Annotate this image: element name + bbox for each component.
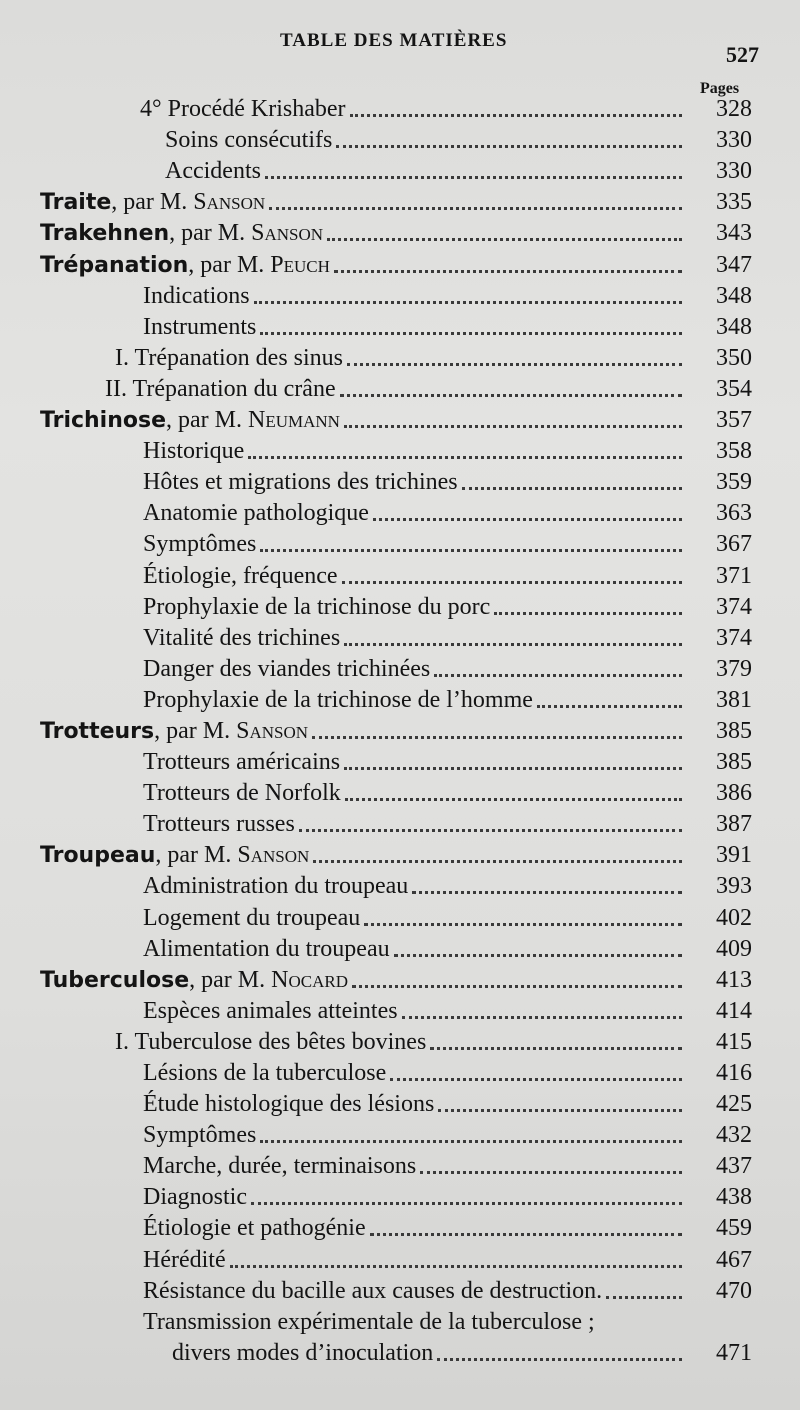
- toc-entry: [0, 1023, 800, 1054]
- toc-entry-text: [0, 595, 800, 619]
- toc-entry-text: [0, 968, 800, 992]
- toc-entry: [0, 930, 800, 961]
- entry-author: Nocard: [271, 966, 348, 993]
- entry-term: Tuberculose: [40, 967, 190, 993]
- entry-author: Sanson: [237, 842, 310, 869]
- toc-subentry-title: Diagnostic: [143, 1184, 247, 1211]
- toc-entry-text: [0, 1341, 800, 1365]
- toc-entry-text: [0, 221, 800, 245]
- toc-page-number: 343: [716, 220, 752, 247]
- entry-author: Sanson: [236, 717, 309, 744]
- toc-subentry-title: Transmission expérimentale de la tuberculose ;: [143, 1308, 595, 1335]
- toc-entry-text: [0, 1248, 800, 1272]
- toc-entry-text: [0, 937, 800, 961]
- dot-leader: [251, 1202, 682, 1205]
- dot-leader: [336, 145, 682, 148]
- entry-by: , par M.: [111, 189, 194, 216]
- entry-author: Neumann: [248, 407, 340, 434]
- toc-page-number: 381: [716, 686, 752, 713]
- dot-leader: [265, 176, 682, 179]
- toc-entry-text: [0, 1061, 800, 1085]
- toc-main-entry-title: [40, 719, 308, 743]
- toc-subentry-title: divers modes d’inoculation: [172, 1339, 434, 1366]
- toc-subentry-title: Étiologie, fréquence: [143, 562, 338, 589]
- toc-main-entry-title: [40, 190, 265, 214]
- toc-subentry-title: Accidents: [165, 158, 261, 185]
- entry-author: Sanson: [251, 220, 324, 247]
- toc-entry: [0, 1178, 800, 1209]
- toc-entry: [0, 1054, 800, 1085]
- toc-entry-text: [0, 1310, 800, 1334]
- toc-page-number: 402: [716, 904, 752, 931]
- toc-page-number: 438: [716, 1184, 752, 1211]
- toc-page-number: 413: [716, 966, 752, 993]
- dot-leader: [462, 487, 682, 490]
- toc-subentry-title: Anatomie pathologique: [143, 500, 369, 527]
- entry-term: Trotteurs: [40, 718, 155, 744]
- toc-entry: [0, 525, 800, 556]
- running-title: TABLE DES MATIÈRES: [280, 30, 508, 51]
- toc-entry-text: [0, 999, 800, 1023]
- toc-entry: [0, 432, 800, 463]
- toc-entry-text: [0, 1092, 800, 1116]
- toc-entry: [0, 1240, 800, 1271]
- toc-entry-text: [0, 626, 800, 650]
- toc-subentry-title: Prophylaxie de la trichinose de l’homme: [143, 686, 533, 713]
- dot-leader: [313, 860, 682, 863]
- toc-subentry-title: Vitalité des trichines: [143, 624, 341, 651]
- dot-leader: [370, 1233, 682, 1236]
- toc-page-number: 391: [716, 842, 752, 869]
- dot-leader: [437, 1358, 682, 1361]
- dot-leader: [248, 456, 682, 459]
- toc-main-entry-title: [40, 968, 348, 992]
- dot-leader: [350, 114, 682, 117]
- toc-subentry-title: Trotteurs américains: [143, 749, 341, 776]
- dot-leader: [402, 1016, 682, 1019]
- dot-leader: [390, 1078, 682, 1081]
- dot-leader: [537, 705, 682, 708]
- toc-entry-text: [0, 750, 800, 774]
- toc-subentry-title: Hôtes et migrations des trichines: [143, 469, 458, 496]
- toc-page-number: 367: [716, 531, 752, 558]
- toc-page-number: 335: [716, 189, 752, 216]
- toc-entry-text: [0, 1030, 800, 1054]
- toc-subentry-title: Étude histologique des lésions: [143, 1091, 435, 1118]
- dot-leader: [312, 736, 682, 739]
- dot-leader: [345, 798, 682, 801]
- entry-by: , par M.: [169, 220, 252, 247]
- toc-subentry-title: Trotteurs russes: [143, 811, 295, 838]
- entry-by: , par M.: [154, 717, 237, 744]
- dot-leader: [344, 425, 682, 428]
- toc-entry: [0, 650, 800, 681]
- toc-page-number: 374: [716, 624, 752, 651]
- toc-entry-text: [0, 284, 800, 308]
- toc-page-number: 387: [716, 811, 752, 838]
- folio-page-number: 527: [726, 42, 759, 67]
- toc-subentry-title: Prophylaxie de la trichinose du porc: [143, 593, 491, 620]
- toc-entry: [0, 1147, 800, 1178]
- dot-leader: [412, 891, 682, 894]
- dot-leader: [327, 238, 682, 241]
- toc-entry-text: [0, 501, 800, 525]
- toc-subentry-title: Symptômes: [143, 531, 257, 558]
- toc-entry: [0, 245, 800, 276]
- toc-page-number: 471: [716, 1339, 752, 1366]
- toc-entry: [0, 712, 800, 743]
- toc-page-number: 467: [716, 1246, 752, 1273]
- toc-subentry-title: I. Tuberculose des bêtes bovines: [115, 1028, 427, 1055]
- toc-page-number: 385: [716, 749, 752, 776]
- toc-entry: [0, 463, 800, 494]
- toc-page-number: 371: [716, 562, 752, 589]
- toc-entry-text: [0, 812, 800, 836]
- toc-entry-text: [0, 1185, 800, 1209]
- toc-page-number: 414: [716, 997, 752, 1024]
- toc-subentry-title: 4° Procédé Krishaber: [140, 96, 346, 123]
- toc-subentry-title: I. Trépanation des sinus: [115, 344, 343, 371]
- toc-page-number: 363: [716, 500, 752, 527]
- toc-subentry-title: Administration du troupeau: [143, 873, 409, 900]
- dot-leader: [438, 1109, 682, 1112]
- dot-leader: [373, 518, 682, 521]
- toc-page-number: 374: [716, 593, 752, 620]
- dot-leader: [254, 301, 682, 304]
- toc-page-number: 393: [716, 873, 752, 900]
- toc-page-number: 437: [716, 1153, 752, 1180]
- dot-leader: [342, 581, 682, 584]
- table-of-contents: [0, 90, 800, 1365]
- toc-entry: [0, 370, 800, 401]
- toc-entry-text: [0, 1154, 800, 1178]
- toc-main-entry-title: [40, 253, 330, 277]
- toc-entry-text: [0, 657, 800, 681]
- toc-entry: [0, 588, 800, 619]
- toc-page-number: 350: [716, 344, 752, 371]
- toc-entry: [0, 1334, 800, 1365]
- toc-entry-text: [0, 564, 800, 588]
- entry-term: Trichinose: [40, 408, 167, 434]
- toc-page-number: 357: [716, 407, 752, 434]
- toc-entry-text: [0, 1123, 800, 1147]
- toc-page-number: 470: [716, 1277, 752, 1304]
- toc-entry-text: [0, 781, 800, 805]
- entry-term: Trépanation: [40, 252, 189, 278]
- toc-entry: [0, 1303, 800, 1334]
- toc-entry-text: [0, 1216, 800, 1240]
- toc-entry-text: [0, 159, 800, 183]
- toc-entry-text: [0, 1279, 800, 1303]
- entry-author: Peuch: [270, 251, 330, 278]
- toc-page-number: 348: [716, 282, 752, 309]
- dot-leader: [344, 767, 682, 770]
- toc-entry: [0, 992, 800, 1023]
- toc-entry: [0, 556, 800, 587]
- toc-subentry-title: Espèces animales atteintes: [143, 997, 398, 1024]
- toc-entry: [0, 121, 800, 152]
- toc-entry-text: [0, 906, 800, 930]
- toc-page-number: 379: [716, 655, 752, 682]
- entry-by: , par M.: [188, 251, 271, 278]
- toc-subentry-title: Soins consécutifs: [165, 127, 333, 154]
- dot-leader: [260, 332, 682, 335]
- toc-entry-text: [0, 408, 800, 432]
- toc-entry-text: [0, 532, 800, 556]
- toc-entry: [0, 619, 800, 650]
- toc-entry: [0, 1272, 800, 1303]
- toc-page-number: 359: [716, 469, 752, 496]
- toc-page-number: 385: [716, 717, 752, 744]
- toc-entry: [0, 494, 800, 525]
- toc-page-number: 432: [716, 1122, 752, 1149]
- toc-subentry-title: Lésions de la tuberculose: [143, 1060, 387, 1086]
- toc-subentry-title: Hérédité: [143, 1246, 226, 1273]
- toc-subentry-title: Alimentation du troupeau: [143, 935, 390, 962]
- toc-page-number: 358: [716, 438, 752, 465]
- entry-term: Troupeau: [40, 843, 156, 869]
- toc-main-entry-title: [40, 408, 340, 432]
- toc-subentry-title: II. Trépanation du crâne: [105, 375, 336, 402]
- toc-subentry-title: Logement du troupeau: [143, 904, 361, 931]
- dot-leader: [334, 270, 682, 273]
- toc-page-number: 386: [716, 780, 752, 807]
- toc-entry-text: [0, 97, 800, 121]
- dot-leader: [347, 363, 682, 366]
- dot-leader: [394, 954, 682, 957]
- toc-entry: [0, 183, 800, 214]
- toc-page-number: 330: [716, 158, 752, 185]
- toc-subentry-title: Danger des viandes trichinées: [143, 655, 431, 682]
- dot-leader: [344, 643, 682, 646]
- toc-main-entry-title: [40, 221, 323, 245]
- toc-entry: [0, 867, 800, 898]
- entry-term: Traite: [40, 190, 112, 216]
- toc-entry: [0, 1116, 800, 1147]
- toc-entry: [0, 90, 800, 121]
- toc-subentry-title: Résistance du bacille aux causes de destruction.: [143, 1277, 603, 1304]
- toc-entry-text: [0, 843, 800, 867]
- toc-entry: [0, 961, 800, 992]
- dot-leader: [230, 1265, 682, 1268]
- toc-entry-text: [0, 190, 800, 214]
- toc-subentry-title: Historique: [143, 438, 245, 465]
- entry-by: , par M.: [166, 407, 249, 434]
- toc-entry: [0, 1209, 800, 1240]
- toc-entry-text: [0, 377, 800, 401]
- toc-entry-text: [0, 688, 800, 712]
- toc-subentry-title: Étiologie et pathogénie: [143, 1215, 366, 1242]
- dot-leader: [434, 674, 682, 677]
- toc-subentry-title: Symptômes: [143, 1122, 257, 1149]
- toc-entry-text: [0, 874, 800, 898]
- toc-page-number: 330: [716, 127, 752, 154]
- toc-entry: [0, 774, 800, 805]
- toc-subentry-title: Marche, durée, terminaisons: [143, 1153, 417, 1180]
- toc-entry: [0, 836, 800, 867]
- toc-entry-text: [0, 470, 800, 494]
- toc-entry: [0, 743, 800, 774]
- toc-page-number: 459: [716, 1215, 752, 1242]
- toc-page-number: 354: [716, 375, 752, 402]
- dot-leader: [352, 985, 682, 988]
- dot-leader: [364, 923, 682, 926]
- toc-page-number: 328: [716, 96, 752, 123]
- toc-entry: [0, 805, 800, 836]
- dot-leader: [260, 549, 682, 552]
- dot-leader: [260, 1140, 682, 1143]
- dot-leader: [269, 207, 682, 210]
- toc-entry: [0, 308, 800, 339]
- toc-page-number: 347: [716, 251, 752, 278]
- toc-main-entry-title: [40, 843, 309, 867]
- toc-page-number: 416: [716, 1060, 752, 1086]
- dot-leader: [299, 829, 682, 832]
- toc-entry: [0, 152, 800, 183]
- toc-entry: [0, 1085, 800, 1116]
- dot-leader: [494, 612, 682, 615]
- toc-entry-text: [0, 128, 800, 152]
- toc-entry: [0, 401, 800, 432]
- entry-author: Sanson: [193, 189, 266, 216]
- toc-entry-text: [0, 346, 800, 370]
- entry-by: , par M.: [189, 966, 272, 993]
- toc-page-number: 425: [716, 1091, 752, 1118]
- toc-subentry-title: Instruments: [143, 313, 257, 340]
- toc-entry: [0, 898, 800, 929]
- dot-leader: [606, 1296, 682, 1299]
- entry-term: Trakehnen: [40, 221, 170, 247]
- toc-entry: [0, 339, 800, 370]
- toc-page-number: 415: [716, 1028, 752, 1055]
- toc-entry: [0, 681, 800, 712]
- toc-entry: [0, 214, 800, 245]
- toc-entry-text: [0, 719, 800, 743]
- dot-leader: [430, 1047, 682, 1050]
- toc-entry-text: [0, 315, 800, 339]
- entry-by: , par M.: [155, 842, 238, 869]
- dot-leader: [340, 394, 682, 397]
- toc-entry-text: [0, 439, 800, 463]
- toc-page-number: 348: [716, 313, 752, 340]
- toc-entry: [0, 277, 800, 308]
- toc-subentry-title: Indications: [143, 282, 250, 309]
- pages-column-label: Pages: [700, 80, 740, 97]
- toc-page-number: 409: [716, 935, 752, 962]
- toc-entry-text: [0, 253, 800, 277]
- dot-leader: [420, 1171, 682, 1174]
- toc-subentry-title: Trotteurs de Norfolk: [143, 780, 341, 807]
